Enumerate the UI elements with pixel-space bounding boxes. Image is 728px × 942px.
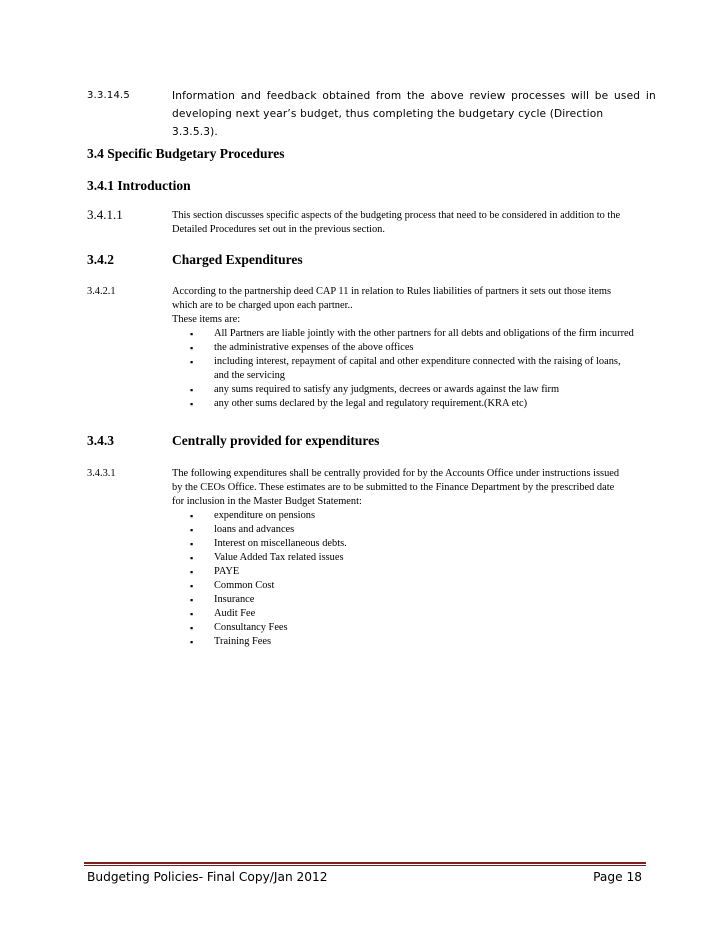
list-item: ▪ Value Added Tax related issues <box>190 552 344 563</box>
bullet-icon: ▪ <box>190 539 194 549</box>
bullet-icon: ▪ <box>190 329 194 339</box>
paragraph-line-2: developing next year’s budget, thus completing the budgetary cycle (Direction 3.3.5.3). <box>172 108 604 138</box>
list-item: ▪ any sums required to satisfy any judgments, decrees or awards against the law firm <box>190 384 560 395</box>
section-number-3-4-3-1: 3.4.3.1 <box>87 468 116 479</box>
section-number-3-4-2-1: 3.4.2.1 <box>87 286 116 297</box>
paragraph-3-4-2-1-intro: According to the partnership deed CAP 11 in relation to Rules liabilities of partners it sets out those items which are to be charged upon each partner.. <box>172 286 612 311</box>
paragraph-3-4-2-1-lead: These items are: <box>172 314 241 325</box>
paragraph-3-4-1-1: This section discusses specific aspects of the budgeting process that need to be considered in addition to the Detailed Procedures set out in the previous section. <box>172 210 621 235</box>
heading-3-4-3: Centrally provided for expenditures <box>172 433 380 448</box>
footer-rule-thin <box>84 865 646 866</box>
section-body-3-4-3-1 <box>172 467 627 649</box>
list-item: ▪ Insurance <box>190 594 255 605</box>
list-item: ▪ loans and advances <box>190 524 295 535</box>
list-item: ▪ including interest, repayment of capital and other expenditure connected with the raising of loans, and the servicing <box>190 356 621 381</box>
bullet-icon: ▪ <box>190 595 194 605</box>
section-number-3-4-2: 3.4.2 <box>87 252 114 267</box>
bullet-icon: ▪ <box>190 609 194 619</box>
list-item: ▪ Audit Fee <box>190 608 256 619</box>
list-item: ▪ the administrative expenses of the above offices <box>190 342 414 353</box>
list-item: ▪ Training Fees <box>190 636 272 647</box>
list-item: ▪ All Partners are liable jointly with the other partners for all debts and obligations of the firm incurred <box>190 328 634 339</box>
bullet-icon: ▪ <box>190 567 194 577</box>
heading-3-4-1: 3.4.1 Introduction <box>87 178 191 193</box>
page-number: Page 18 <box>593 870 642 884</box>
bullet-icon: ▪ <box>190 623 194 633</box>
bullet-icon: ▪ <box>190 511 194 521</box>
footer-title: Budgeting Policies- Final Copy/Jan 2012 <box>87 870 328 884</box>
bullet-icon: ▪ <box>190 525 194 535</box>
list-item: ▪ expenditure on pensions <box>190 510 315 521</box>
bullet-icon: ▪ <box>190 399 194 409</box>
section-number-3-3-14-5: 3.3.14.5 <box>87 90 130 101</box>
list-item: ▪ PAYE <box>190 566 240 577</box>
bullet-icon: ▪ <box>190 357 194 367</box>
section-number-3-4-3: 3.4.3 <box>87 433 114 448</box>
bullet-icon: ▪ <box>190 553 194 563</box>
list-item: ▪ Common Cost <box>190 580 275 591</box>
heading-3-4-2: Charged Expenditures <box>172 252 303 267</box>
bullet-icon: ▪ <box>190 343 194 353</box>
paragraph-3-3-14-5 <box>172 87 656 141</box>
list-item: ▪ Interest on miscellaneous debts. <box>190 538 347 549</box>
bullet-icon: ▪ <box>190 385 194 395</box>
list-item: ▪ Consultancy Fees <box>190 622 288 633</box>
bullet-icon: ▪ <box>190 637 194 647</box>
section-number-3-4-1-1: 3.4.1.1 <box>87 207 123 222</box>
list-item: ▪ any other sums declared by the legal and regulatory requirement.(KRA etc) <box>190 398 528 409</box>
charged-items-list <box>172 327 637 411</box>
bullet-icon: ▪ <box>190 581 194 591</box>
paragraph-line-1: Information and feedback obtained from the above review processes will be used in <box>172 90 656 102</box>
footer-rule <box>84 862 646 864</box>
section-body-3-4-2-1 <box>172 285 637 411</box>
central-expenditures-list <box>172 509 627 649</box>
paragraph-3-4-3-1-intro: The following expenditures shall be centrally provided for by the Accounts Office under instructions issued by the CEOs Office. These estimates are to be submitted to the Finance Department by the prescribed date for inclusion in the Master Budget Statement: <box>172 468 620 507</box>
heading-3-4: 3.4 Specific Budgetary Procedures <box>87 146 285 161</box>
